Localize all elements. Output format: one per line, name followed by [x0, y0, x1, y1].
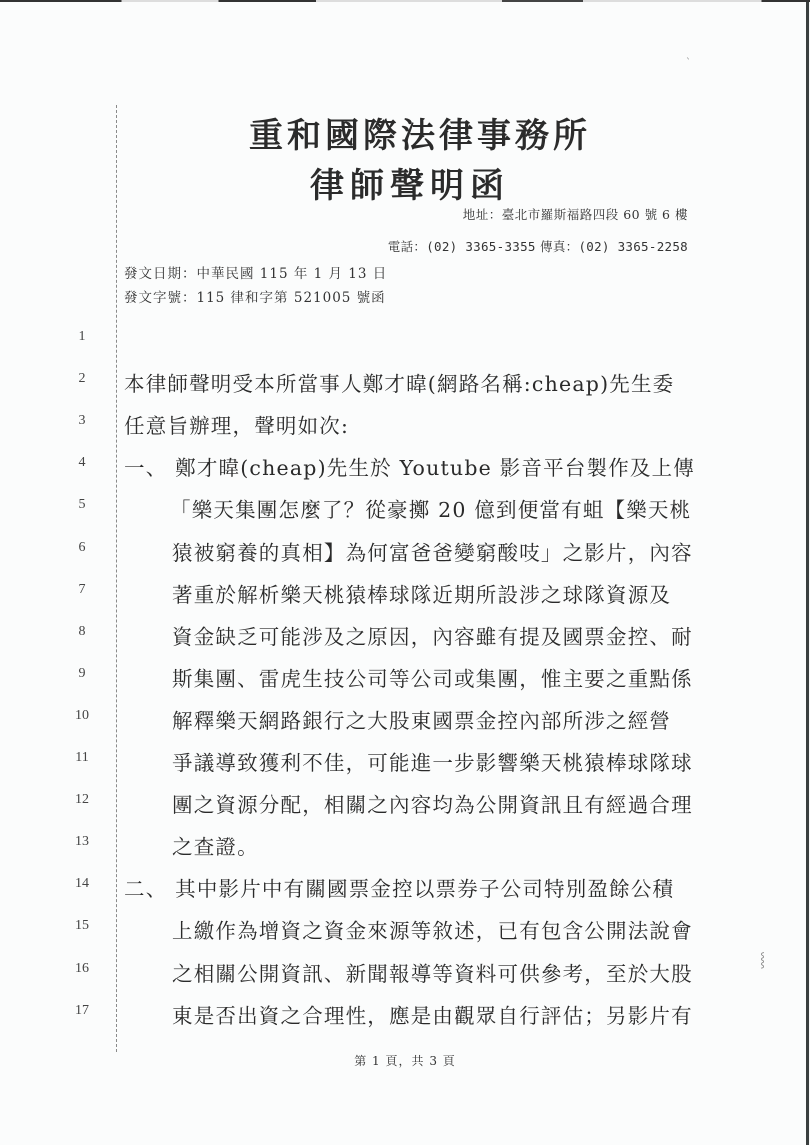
body-text-line: 之查證。	[172, 835, 259, 860]
body-text-line: 猿被窮養的真相】為何富爸爸變窮酸吱」之影片，內容	[172, 540, 693, 565]
body-text-line: 爭議導致獲利不佳，可能進一步影響樂天桃猿棒球隊球	[172, 751, 693, 775]
body-text-line: 「樂天集團怎麼了？從豪擲 20 億到便當有蛆【樂天桃	[170, 498, 692, 523]
line-number: 15	[75, 918, 89, 934]
body-text-line: 資金缺乏可能涉及之原因，內容雖有提及國票金控、耐	[172, 624, 693, 649]
line-number: 7	[78, 581, 86, 597]
fax-label: 傳真：	[535, 239, 579, 254]
line-number: 17	[75, 1002, 89, 1018]
line-number: 3	[78, 413, 86, 429]
line-number: 13	[75, 834, 89, 850]
body-text-line: 東是否出資之合理性，應是由觀眾自行評估；另影片有	[172, 1003, 693, 1028]
line-number: 14	[75, 876, 89, 892]
line-number: 10	[75, 707, 89, 723]
body-text-line: 上繳作為增資之資金來源等敘述，已有包含公開法說會	[172, 919, 693, 944]
line-number: 16	[75, 960, 89, 976]
scan-edge	[0, 0, 810, 2]
firm-address: 地址：臺北市羅斯福路四段 60 號 6 樓	[462, 207, 688, 222]
line-number: 6	[78, 539, 86, 555]
scan-mark: ⸾	[760, 952, 766, 968]
body-text-line: 二、 其中影片中有關國票金控以票券子公司特別盈餘公積	[124, 877, 675, 902]
document-title: 律師聲明函	[310, 166, 510, 206]
body-text-line: 著重於解析樂天桃猿棒球隊近期所設涉之球隊資源及	[172, 582, 672, 607]
firm-contact	[388, 237, 688, 255]
phone-number: (02) 3365-3355	[426, 239, 536, 254]
phone-label: 電話：	[387, 239, 427, 254]
line-number: 2	[78, 371, 86, 387]
body-text-line: 本律師聲明受本所當事人鄭才暐(網路名稱:cheap)先生委	[124, 372, 675, 397]
body-text-line: 團之資源分配，相關之內容均為公開資訊且有經過合理	[172, 793, 693, 818]
line-number: 12	[75, 792, 89, 808]
line-number: 11	[75, 750, 89, 765]
body-text-line: 解釋樂天網路銀行之大股東國票金控內部所涉之經營	[172, 708, 672, 733]
line-number: 1	[78, 329, 86, 344]
line-number: 5	[78, 497, 86, 513]
line-number: 4	[78, 455, 86, 471]
body-text-line: 一、 鄭才暐(cheap)先生於 Youtube 影音平台製作及上傳	[124, 456, 695, 481]
scan-speck: ˋ	[686, 58, 691, 69]
line-number-divider	[116, 105, 117, 1052]
line-number: 8	[78, 623, 86, 639]
line-number: 9	[78, 665, 86, 681]
firm-name: 重和國際法律事務所	[249, 116, 591, 156]
body-text-line: 斯集團、雷虎生技公司等公司或集團，惟主要之重點係	[172, 666, 693, 691]
page-indicator: 第 1 頁，共 3 頁	[354, 1054, 456, 1068]
body-text-line: 之相關公開資訊、新聞報導等資料可供參考，至於大股	[172, 961, 693, 986]
body-text-line: 任意旨辦理，聲明如次:	[124, 414, 350, 439]
fax-number: (02) 3365-2258	[578, 239, 688, 254]
issue-date: 發文日期：中華民國 115 年 1 月 13 日	[124, 266, 388, 282]
reference-number: 發文字號：115 律和字第 521005 號函	[124, 290, 386, 306]
